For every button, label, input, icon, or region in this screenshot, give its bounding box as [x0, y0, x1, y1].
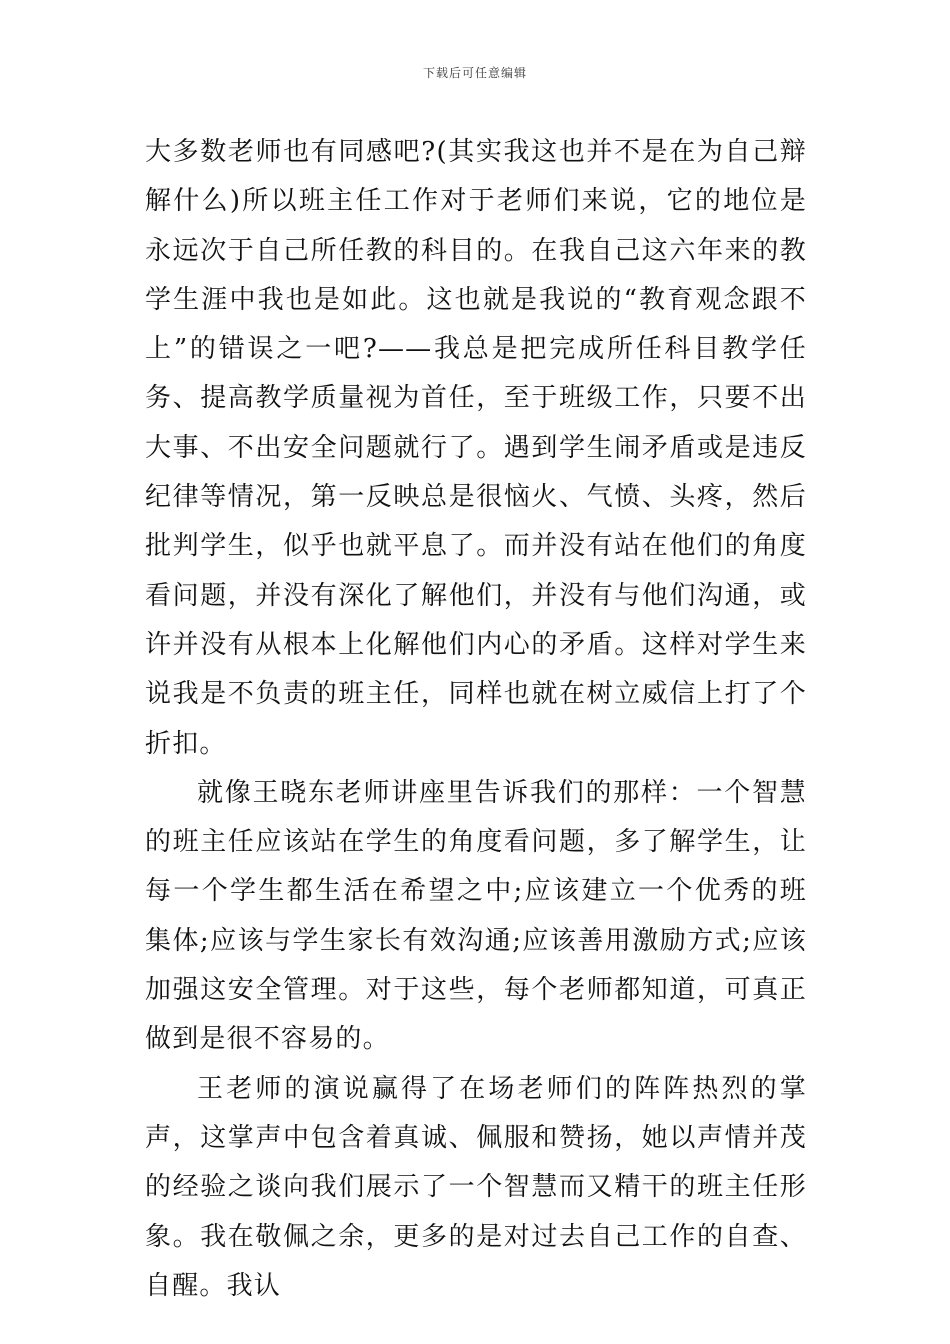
paragraph-1: 大多数老师也有同感吧?(其实我这也并不是在为自己辩解什么)所以班主任工作对于老师们来说，它的地位是永远次于自己所任教的科目的。在我自己这六年来的教学生涯中我也是如此。这也就是我说的“教育观念跟不上”的错误之一吧?——我总是把完成所任科目教学任务、提高教学质量视为首任，至于班级工作，只要不出大事、不出安全问题就行了。遇到学生闹矛盾或是违反纪律等情况，第一反映总是很恼火、气愤、头疼，然后批判学生，似乎也就平息了。而并没有站在他们的角度看问题，并没有深化了解他们，并没有与他们沟通，或许并没有从根本上化解他们内心的矛盾。这样对学生来说我是不负责的班主任，同样也就在树立威信上打了个折扣。 — [145, 137, 807, 759]
document-body — [145, 128, 807, 1311]
page-header: 下载后可任意编辑 — [422, 66, 527, 80]
paragraph-3: 王老师的演说赢得了在场老师们的阵阵热烈的掌声，这掌声中包含着真诚、佩服和赞扬，她以声情并茂的经验之谈向我们展示了一个智慧而又精干的班主任形象。我在敬佩之余，更多的是对过去自己工作的自查、自醒。我认 — [145, 1073, 807, 1301]
paragraph-2: 就像王晓东老师讲座里告诉我们的那样：一个智慧的班主任应该站在学生的角度看问题，多了解学生，让每一个学生都生活在希望之中;应该建立一个优秀的班集体;应该与学生家长有效沟通;应该善用激励方式;应该加强这安全管理。对于这些，每个老师都知道，可真正做到是很不容易的。 — [145, 777, 807, 1055]
